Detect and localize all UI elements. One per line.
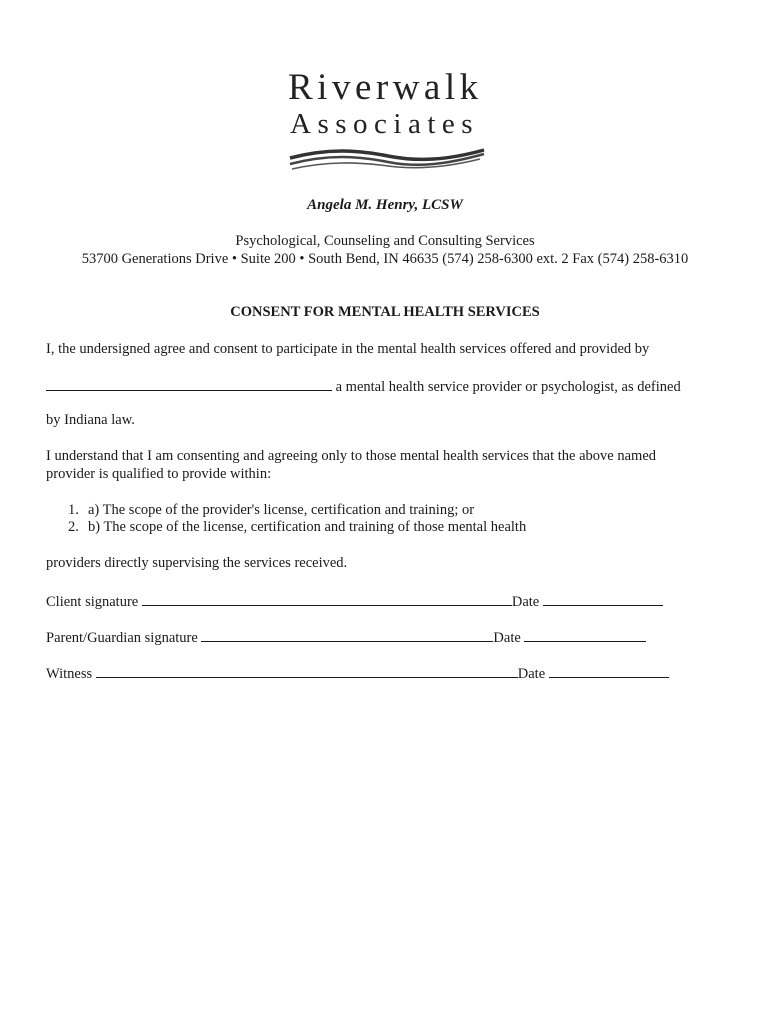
client-date-field[interactable] [543,591,663,606]
address-line: 53700 Generations Drive • Suite 200 • South Bend, IN 46635 (574) 258-6300 ext. 2 Fax (574) 258-6310 [81,251,689,267]
date-label: Date [511,594,543,610]
witness-signature-field[interactable] [96,663,518,678]
consent-paragraph: I, the undersigned agree and consent to participate in the mental health services offered and provided by [46,341,650,357]
list-text: a) The scope of the provider's license, certification and training; or [88,502,475,518]
witness-date-field[interactable] [549,663,669,678]
client-signature-label: Client signature [46,594,142,610]
list-item [68,519,526,536]
understanding-paragraph-line1: I understand that I am consenting and agreeing only to those mental health services that the above named [46,448,657,464]
client-signature-field[interactable] [142,591,512,606]
services-line: Psychological, Counseling and Consulting Services [235,233,535,249]
list-text: b) The scope of the license, certification and training of those mental health [88,519,527,535]
logo-wave-icon [288,146,488,172]
supervising-paragraph: providers directly supervising the services received. [46,555,348,571]
list-item [68,502,474,519]
date-label: Date [517,666,549,682]
provider-name-blank[interactable] [46,376,332,391]
date-label: Date [493,630,525,646]
document-title: CONSENT FOR MENTAL HEALTH SERVICES [230,304,540,320]
list-number: 2. [68,519,79,535]
logo-line-riverwalk: Riverwalk [288,67,483,108]
parent-date-field[interactable] [524,627,646,642]
witness-signature-row [46,663,669,683]
provider-line [46,376,681,396]
provider-name: Angela M. Henry, LCSW [307,197,463,213]
parent-signature-row [46,627,646,647]
witness-signature-label: Witness [46,666,96,682]
parent-signature-field[interactable] [201,627,493,642]
parent-signature-label: Parent/Guardian signature [46,630,202,646]
understanding-paragraph-line2: provider is qualified to provide within: [46,466,272,482]
list-number: 1. [68,502,79,518]
indiana-law-text: by Indiana law. [46,412,135,428]
logo-line-associates: Associates [290,108,480,140]
provider-line-text: a mental health service provider or psychologist, as defined [332,379,681,395]
client-signature-row [46,591,663,611]
riverwalk-logo [288,68,488,140]
